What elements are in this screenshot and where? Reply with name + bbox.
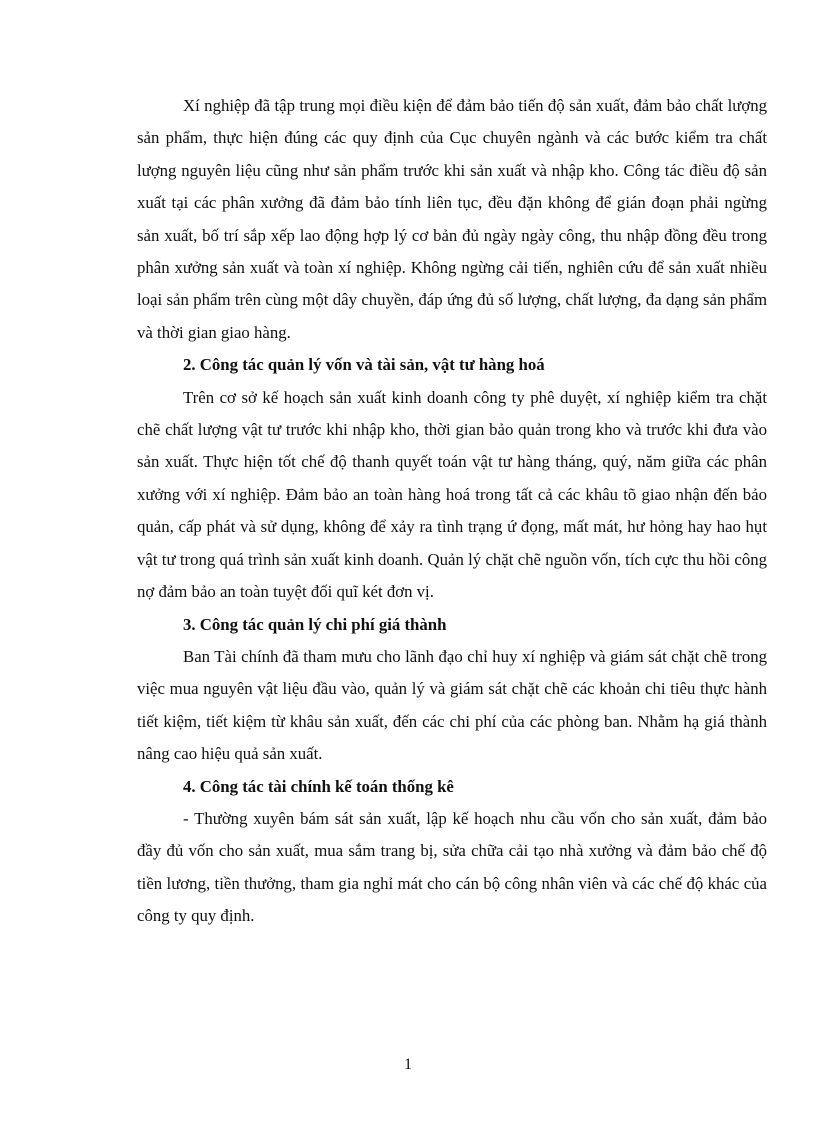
paragraph-cost-management: Ban Tài chính đã tham mưu cho lãnh đạo chỉ huy xí nghiệp và giám sát chặt chẽ trong việc mua nguyên vật liệu đầu vào, quản lý và giám sát chặt chẽ các khoản chi tiêu thực hành tiết kiệm, tiết kiệm từ khâu sản xuất, đến các chi phí của các phòng ban. Nhằm hạ giá thành nâng cao hiệu quả sản xuất. (137, 646, 767, 764)
heading-cost-management: 3. Công tác quản lý chi phí giá thành (183, 614, 447, 634)
paragraph-finance-accounting: - Thường xuyên bám sát sản xuất, lập kế hoạch nhu cầu vốn cho sản xuất, đảm bảo đầy đủ vốn cho sản xuất, mua sắm trang bị, sửa chữa cải tạo nhà xưởng và đảm bảo chế độ tiền lương, tiền thưởng, tham gia nghỉ mát cho cán bộ công nhân viên và các chế độ khác của công ty quy định. (137, 808, 767, 926)
heading-capital-assets: 2. Công tác quản lý vốn và tài sản, vật tư hàng hoá (183, 355, 545, 375)
paragraph-production: Xí nghiệp đã tập trung mọi điều kiện để đảm bảo tiến độ sản xuất, đảm bảo chất lượng sản phẩm, thực hiện đúng các quy định của Cục chuyên ngành và các bước kiểm tra chất lượng nguyên liệu cũng như sản phẩm trước khi sản xuất và nhập kho. Công tác điều độ sản xuất tại các phân xưởng đã đảm bảo tính liên tục, đều đặn không để gián đoạn phải ngừng sản xuất, bố trí sắp xếp lao động hợp lý cơ bản đủ ngày ngày công, thu nhập đồng đều trong phân xưởng sản xuất và toàn xí nghiệp. Không ngừng cải tiến, nghiên cứu để sản xuất nhiều loại sản phẩm trên cùng một dây chuyền, đáp ứng đủ số lượng, chất lượng, đa dạng sản phẩm và thời gian giao hàng. (137, 96, 767, 342)
document-body (137, 90, 767, 933)
paragraph-capital-assets: Trên cơ sở kế hoạch sản xuất kinh doanh công ty phê duyệt, xí nghiệp kiểm tra chặt chẽ chất lượng vật tư trước khi nhập kho, thời gian bảo quản trong kho và trước khi đưa vào sản xuất. Thực hiện tốt chế độ thanh quyết toán vật tư hàng tháng, quý, năm giữa các phân xưởng với xí nghiệp. Đảm bảo an toàn hàng hoá trong tất cả các khâu tõ giao nhận đến bảo quản, cấp phát và sử dụng, không để xảy ra tình trạng ứ đọng, mất mát, hư hỏng hay hao hụt vật tư trong quá trình sản xuất kinh doanh. Quản lý chặt chẽ nguồn vốn, tích cực thu hồi công nợ đảm bảo an toàn tuyệt đối quĩ két đơn vị. (137, 387, 767, 602)
heading-finance-accounting: 4. Công tác tài chính kế toán thống kê (183, 776, 454, 796)
page-number: 1 (404, 1056, 412, 1073)
